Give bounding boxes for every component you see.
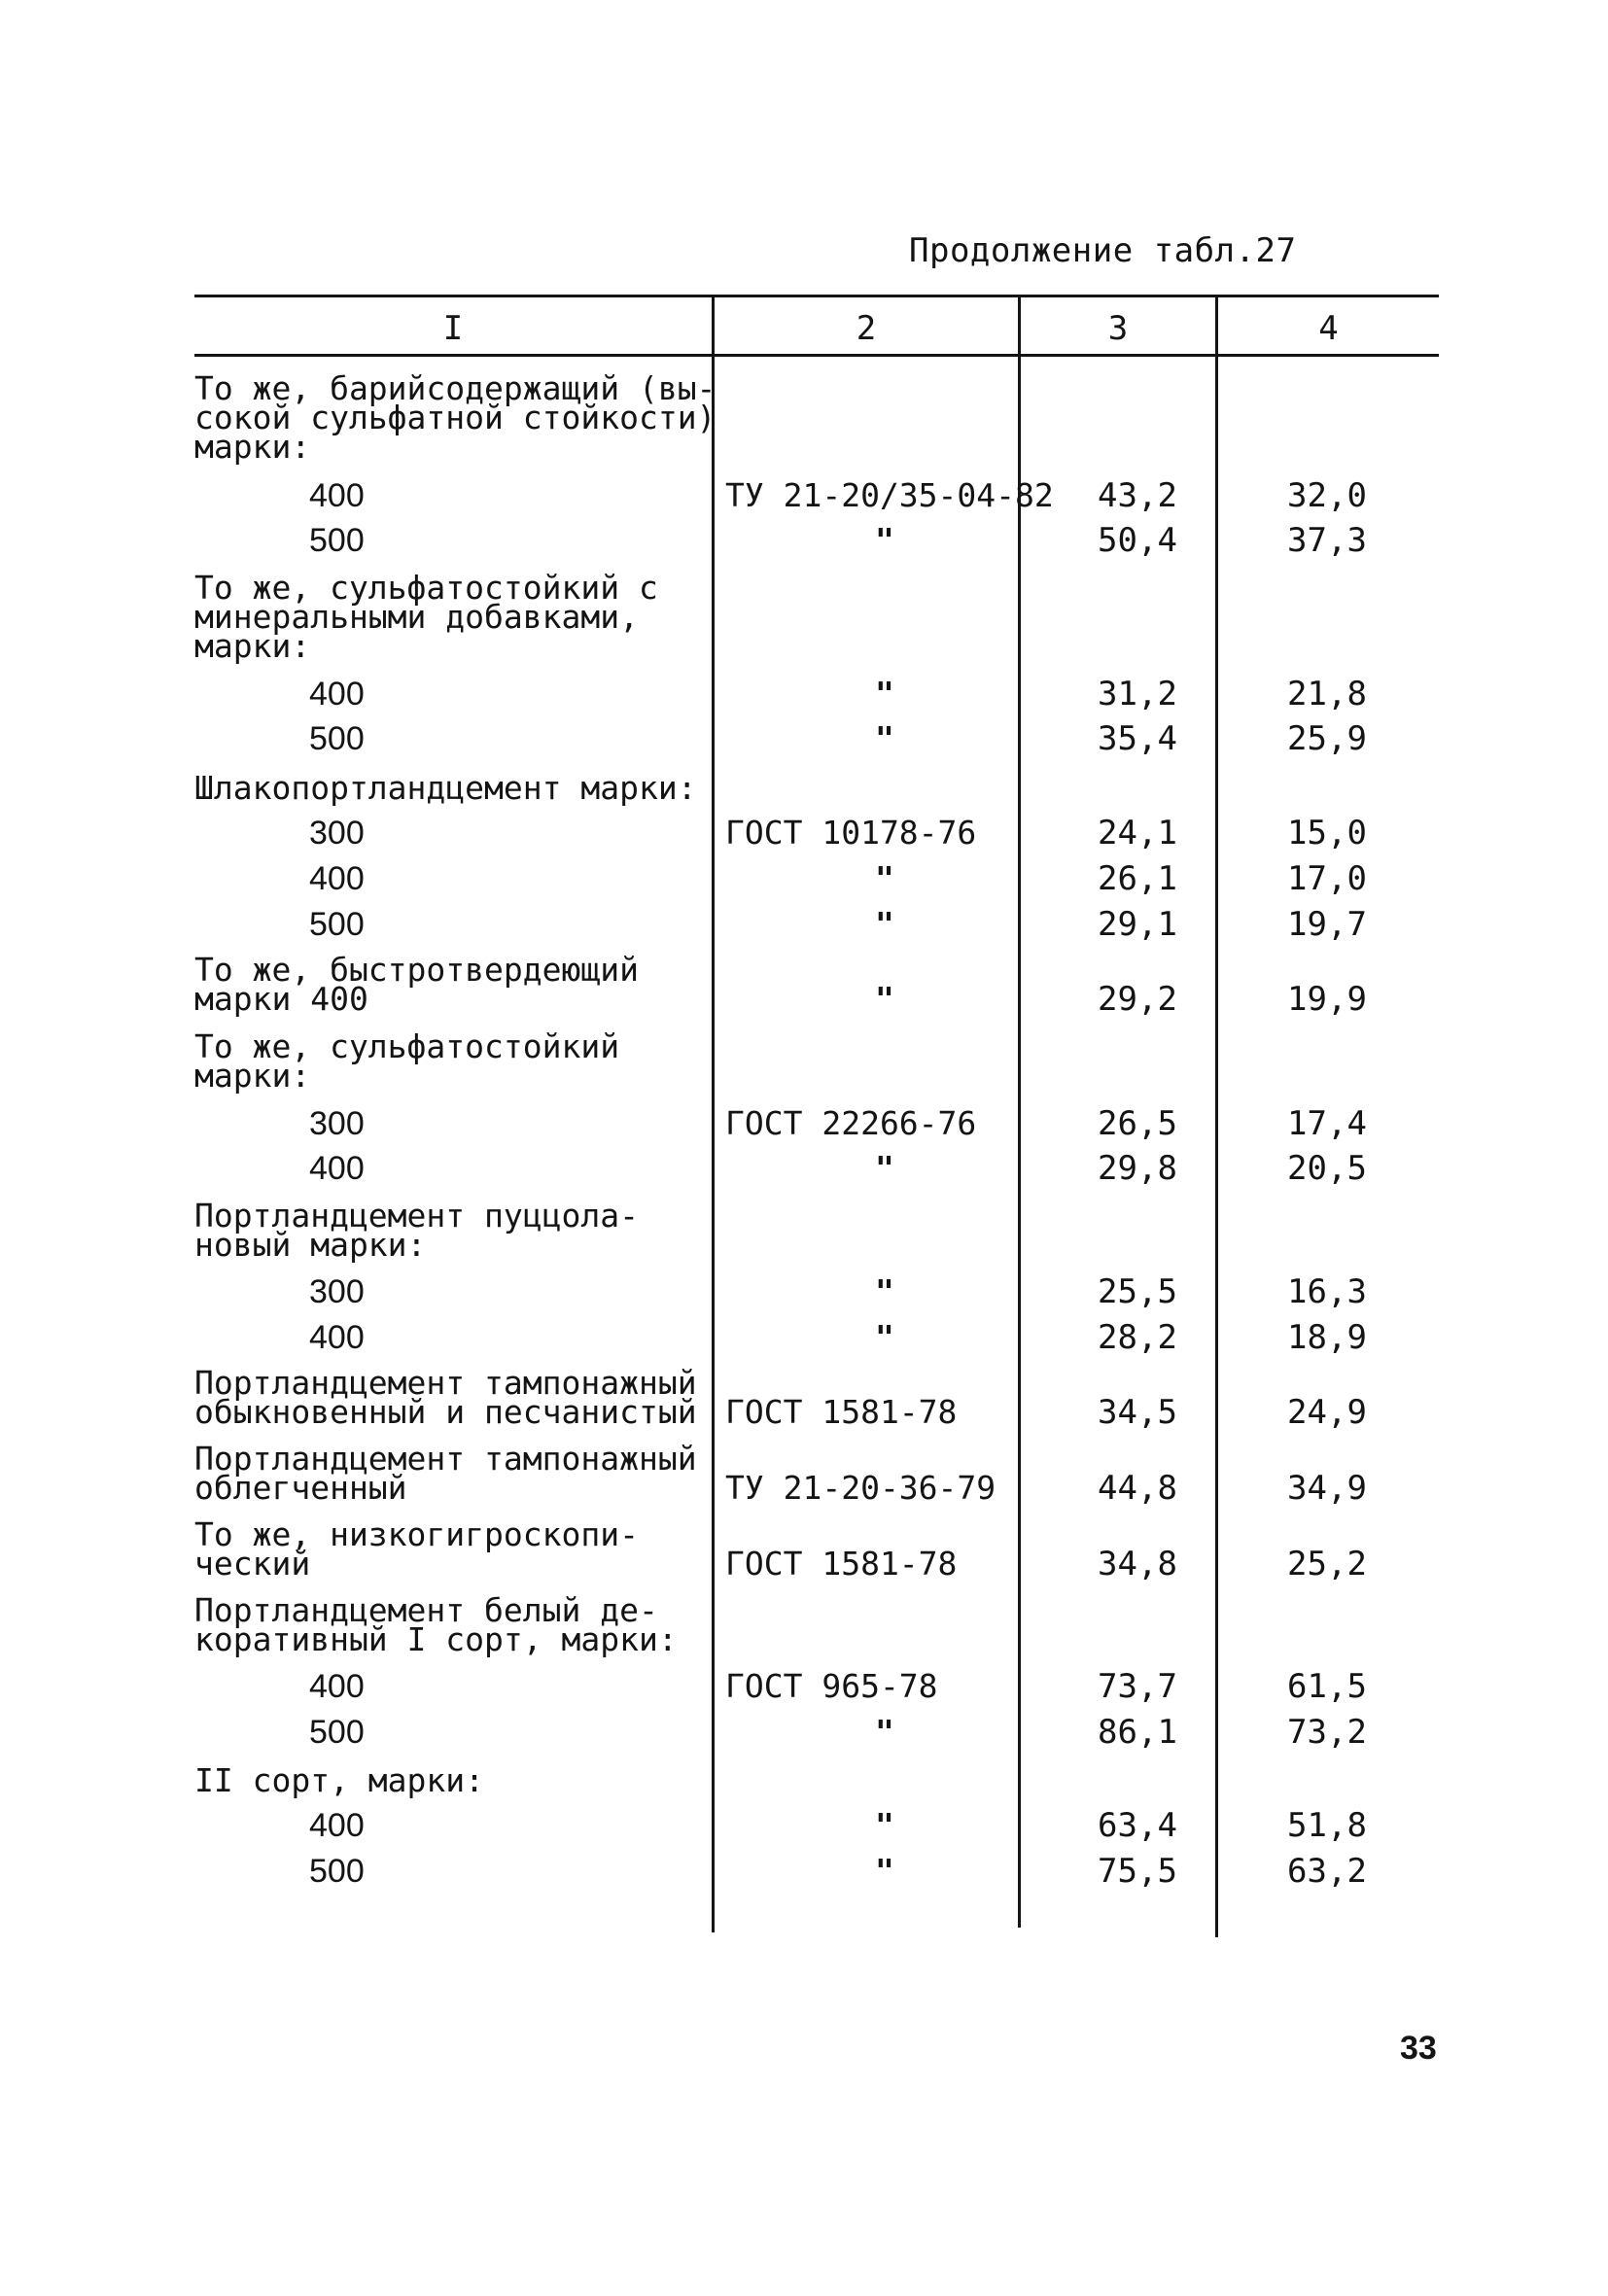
row-standard: ТУ 21-20-36-79 xyxy=(725,1469,996,1507)
row-value-col3: 29,2 xyxy=(1098,980,1177,1019)
row-standard: " xyxy=(875,1806,894,1844)
row-value-col4: 73,2 xyxy=(1287,1713,1367,1752)
table-top-rule xyxy=(194,295,1439,297)
row-standard: ТУ 21-20/35-04-82 xyxy=(725,476,1054,514)
row-label: То же, быстротвердеющий марки 400 xyxy=(194,951,639,1018)
row-value-col3: 25,5 xyxy=(1098,1272,1177,1311)
column-header-3: 3 xyxy=(1107,309,1129,348)
row-label: То же, барийсодержащий (вы- сокой сульфатной стойкости) марки: xyxy=(194,369,717,466)
table-caption: Продолжение табл.27 xyxy=(909,231,1297,270)
row-label: 500 xyxy=(309,1714,365,1751)
row-value-col3: 29,1 xyxy=(1098,905,1177,944)
row-label: 300 xyxy=(309,1273,365,1310)
row-value-col4: 25,2 xyxy=(1287,1545,1367,1583)
row-value-col3: 24,1 xyxy=(1098,814,1177,852)
row-standard: " xyxy=(875,859,894,897)
page-number: 33 xyxy=(1400,2030,1437,2067)
row-label: 400 xyxy=(309,676,365,713)
row-standard: " xyxy=(875,1318,894,1356)
row-label: 400 xyxy=(309,860,365,897)
row-value-col3: 86,1 xyxy=(1098,1713,1177,1752)
row-standard: " xyxy=(875,1272,894,1310)
row-value-col3: 29,8 xyxy=(1098,1149,1177,1188)
row-label: Портландцемент тампонажный облегченный xyxy=(194,1440,697,1507)
row-label: Портландцемент белый де- коративный I сорт, марки: xyxy=(194,1591,678,1658)
row-standard: ГОСТ 10178-76 xyxy=(725,814,977,852)
row-value-col4: 61,5 xyxy=(1287,1667,1367,1706)
row-label: II сорт, марки: xyxy=(194,1761,485,1799)
row-value-col3: 28,2 xyxy=(1098,1318,1177,1357)
row-standard: " xyxy=(875,675,894,713)
row-label: То же, низкогигроскопи- ческий xyxy=(194,1515,639,1583)
row-value-col4: 25,9 xyxy=(1287,719,1367,758)
row-value-col3: 35,4 xyxy=(1098,719,1177,758)
row-label: Портландцемент тампонажный обыкновенный и песчанистый xyxy=(194,1364,697,1431)
row-value-col4: 63,2 xyxy=(1287,1852,1367,1891)
row-label: 400 xyxy=(309,477,365,514)
row-standard: " xyxy=(875,980,894,1018)
row-value-col4: 37,3 xyxy=(1287,521,1367,560)
row-label: 500 xyxy=(309,906,365,943)
row-value-col4: 19,7 xyxy=(1287,905,1367,944)
row-standard: " xyxy=(875,521,894,559)
row-label: 400 xyxy=(309,1150,365,1187)
row-value-col3: 31,2 xyxy=(1098,675,1177,713)
row-value-col3: 26,1 xyxy=(1098,859,1177,898)
row-label: 300 xyxy=(309,815,365,852)
row-value-col3: 73,7 xyxy=(1098,1667,1177,1706)
row-label: 400 xyxy=(309,1668,365,1705)
row-value-col4: 17,4 xyxy=(1287,1104,1367,1143)
row-value-col4: 51,8 xyxy=(1287,1806,1367,1845)
row-label: То же, сульфатостойкий с минеральными добавками, марки: xyxy=(194,569,658,665)
row-label: 500 xyxy=(309,720,365,757)
row-label: То же, сульфатостойкий марки: xyxy=(194,1027,620,1095)
row-value-col4: 18,9 xyxy=(1287,1318,1367,1357)
column-divider-1 xyxy=(712,295,715,1932)
row-label: 400 xyxy=(309,1807,365,1844)
row-standard: " xyxy=(875,1852,894,1890)
row-value-col3: 34,8 xyxy=(1098,1545,1177,1583)
row-standard: " xyxy=(875,719,894,757)
row-value-col4: 17,0 xyxy=(1287,859,1367,898)
row-value-col3: 50,4 xyxy=(1098,521,1177,560)
row-standard: ГОСТ 1581-78 xyxy=(725,1393,958,1431)
row-value-col4: 16,3 xyxy=(1287,1272,1367,1311)
column-divider-2 xyxy=(1018,295,1021,1928)
row-value-col3: 34,5 xyxy=(1098,1393,1177,1432)
row-value-col4: 34,9 xyxy=(1287,1469,1367,1508)
row-label: Шлакопортландцемент марки: xyxy=(194,769,697,807)
row-label: 500 xyxy=(309,522,365,559)
row-standard: " xyxy=(875,905,894,943)
column-header-1: I xyxy=(442,309,464,348)
column-header-2: 2 xyxy=(856,309,877,348)
row-standard: " xyxy=(875,1149,894,1187)
row-value-col4: 21,8 xyxy=(1287,675,1367,713)
table-header-rule xyxy=(194,354,1439,357)
row-value-col3: 43,2 xyxy=(1098,476,1177,515)
row-standard: " xyxy=(875,1713,894,1751)
row-standard: ГОСТ 965-78 xyxy=(725,1667,938,1705)
row-value-col3: 44,8 xyxy=(1098,1469,1177,1508)
row-value-col3: 63,4 xyxy=(1098,1806,1177,1845)
row-label: 400 xyxy=(309,1319,365,1356)
row-value-col3: 75,5 xyxy=(1098,1852,1177,1891)
row-label: 300 xyxy=(309,1105,365,1142)
row-standard: ГОСТ 22266-76 xyxy=(725,1104,977,1142)
row-value-col3: 26,5 xyxy=(1098,1104,1177,1143)
row-value-col4: 15,0 xyxy=(1287,814,1367,852)
column-divider-3 xyxy=(1215,295,1218,1937)
row-value-col4: 32,0 xyxy=(1287,476,1367,515)
row-standard: ГОСТ 1581-78 xyxy=(725,1545,958,1583)
row-label: Портландцемент пуццола- новый марки: xyxy=(194,1197,639,1264)
row-value-col4: 24,9 xyxy=(1287,1393,1367,1432)
row-label: 500 xyxy=(309,1853,365,1890)
column-header-4: 4 xyxy=(1318,309,1339,348)
row-value-col4: 19,9 xyxy=(1287,980,1367,1019)
row-value-col4: 20,5 xyxy=(1287,1149,1367,1188)
